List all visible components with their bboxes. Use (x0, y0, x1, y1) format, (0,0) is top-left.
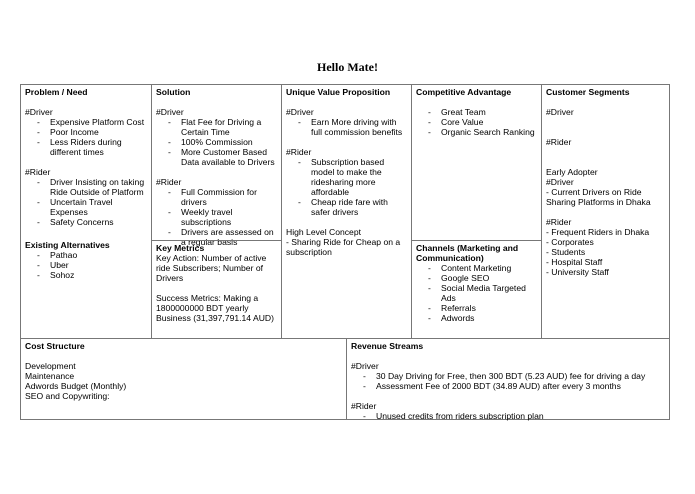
solution-driver-tag: #Driver (156, 107, 184, 117)
list-item: - Expensive Platform Cost (37, 117, 147, 127)
list-item: - Referrals (428, 303, 537, 313)
segments-cell (541, 85, 669, 338)
early-driver-line: - Current Drivers on Ride Sharing Platforms in Dhaka (546, 187, 651, 207)
key-metrics-heading: Key Metrics (156, 243, 205, 253)
list-item: - Google SEO (428, 273, 537, 283)
solution-rider-tag: #Rider (156, 177, 182, 187)
cost-line: SEO and Copywriting: (25, 391, 110, 401)
list-item: - Great Team (428, 107, 537, 117)
early-rider-line: - Students (546, 247, 586, 257)
uvp-driver-list (286, 117, 407, 137)
list-item: - Social Media Targeted Ads (428, 283, 537, 303)
key-action-text: Key Action: Number of active ride Subscribers; Number of Drivers (156, 253, 267, 283)
problem-rider-tag: #Rider (25, 167, 51, 177)
list-item: - Core Value (428, 117, 537, 127)
advantage-cell (411, 85, 541, 240)
list-item: - Uncertain Travel Expenses (37, 197, 147, 217)
alternatives-heading: Existing Alternatives (25, 240, 110, 250)
cost-cell (21, 338, 346, 419)
uvp-driver-tag: #Driver (286, 107, 314, 117)
early-adopter-heading: Early Adopter (546, 167, 598, 177)
lean-canvas (20, 84, 670, 420)
segments-rider-tag: #Rider (546, 137, 572, 147)
segments-driver-tag: #Driver (546, 107, 574, 117)
key-metrics-cell (151, 240, 281, 338)
list-item: - Organic Search Ranking (428, 127, 537, 137)
list-item: - Poor Income (37, 127, 147, 137)
uvp-heading: Unique Value Proposition (286, 87, 391, 97)
uvp-rider-list (286, 157, 407, 217)
list-item: - Subscription based model to make the ridesharing more affordable (298, 157, 407, 197)
cost-line: Maintenance (25, 371, 75, 381)
list-item: - Content Marketing (428, 263, 537, 273)
problem-driver-list (25, 117, 147, 157)
list-item: - 100% Commission (168, 137, 277, 147)
list-item: - Driver Insisting on taking Ride Outside of Platform (37, 177, 147, 197)
alternatives-list (25, 250, 147, 280)
revenue-heading: Revenue Streams (351, 341, 424, 351)
list-item: - Unused credits from riders subscription plan (363, 411, 665, 421)
solution-heading: Solution (156, 87, 191, 97)
success-metrics-text: Success Metrics: Making a 1800000000 BDT yearly Business (31,397,791.14 AUD) (156, 293, 274, 323)
cost-heading: Cost Structure (25, 341, 85, 351)
solution-driver-list (156, 117, 277, 167)
problem-rider-list (25, 177, 147, 227)
uvp-cell (281, 85, 411, 338)
list-item: - Uber (37, 260, 147, 270)
list-item: - Earn More driving with full commission benefits (298, 117, 407, 137)
list-item: - Adwords (428, 313, 537, 323)
uvp-rider-tag: #Rider (286, 147, 312, 157)
channels-heading: Channels (Marketing and Communication) (416, 243, 519, 263)
solution-cell (151, 85, 281, 247)
list-item: - Weekly travel subscriptions (168, 207, 277, 227)
problem-cell (21, 85, 151, 238)
alternatives-cell (21, 238, 151, 338)
revenue-cell (346, 338, 669, 419)
channels-list (416, 263, 537, 323)
list-item: - Cheap ride fare with safer drivers (298, 197, 407, 217)
concept-heading: High Level Concept (286, 227, 362, 237)
cost-line: Adwords Budget (Monthly) (25, 381, 127, 391)
early-rider-line: - Corporates (546, 237, 594, 247)
revenue-rider-tag: #Rider (351, 401, 377, 411)
revenue-rider-list (351, 411, 665, 421)
cost-line: Development (25, 361, 76, 371)
list-item: - Sohoz (37, 270, 147, 280)
advantage-heading: Competitive Advantage (416, 87, 512, 97)
list-item: - Less Riders during different times (37, 137, 147, 157)
page-title: Hello Mate! (317, 60, 378, 74)
advantage-list (416, 107, 537, 137)
early-rider-line: - Frequent Riders in Dhaka (546, 227, 650, 237)
list-item: - Drivers are assessed on a regular basis (168, 227, 277, 247)
revenue-driver-list (351, 371, 665, 391)
revenue-driver-tag: #Driver (351, 361, 379, 371)
early-driver-tag: #Driver (546, 177, 574, 187)
early-rider-tag: #Rider (546, 217, 572, 227)
solution-rider-list (156, 187, 277, 247)
list-item: - Safety Concerns (37, 217, 147, 227)
list-item: - 30 Day Driving for Free, then 300 BDT (5.23 AUD) fee for driving a day (363, 371, 665, 381)
list-item: - Assessment Fee of 2000 BDT (34.89 AUD) after every 3 months (363, 381, 665, 391)
early-rider-line: - University Staff (546, 267, 609, 277)
list-item: - Flat Fee for Driving a Certain Time (168, 117, 277, 137)
problem-driver-tag: #Driver (25, 107, 53, 117)
channels-cell (411, 240, 541, 338)
early-rider-line: - Hospital Staff (546, 257, 603, 267)
list-item: - Pathao (37, 250, 147, 260)
concept-text: - Sharing Ride for Cheap on a subscription (286, 237, 401, 257)
list-item: - Full Commission for drivers (168, 187, 277, 207)
segments-heading: Customer Segments (546, 87, 630, 97)
list-item: - More Customer Based Data available to Drivers (168, 147, 277, 167)
problem-heading: Problem / Need (25, 87, 88, 97)
